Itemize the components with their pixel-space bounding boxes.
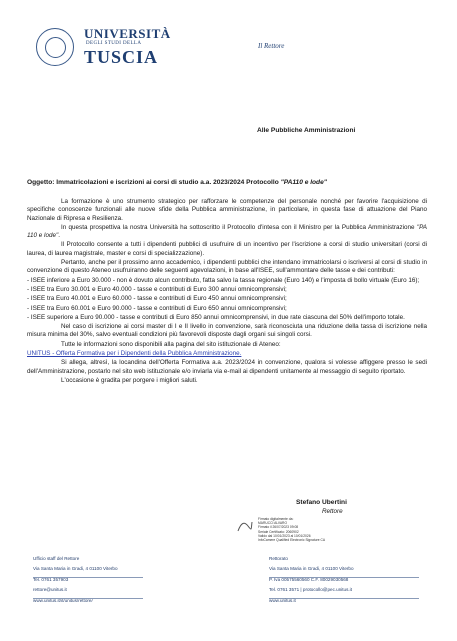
university-name-line1: UNIVERSITÀ — [84, 26, 171, 41]
link-line — [27, 350, 427, 358]
offerta-formativa-link[interactable]: UNITUS - Offerta Formativa per i Dipendenti della Pubblica Amministrazione. — [27, 350, 242, 358]
isee-bullet-4: - ISEE tra Euro 60.001 e Euro 90.000 - tasse e contributi di Euro 650 annui omnicomprensivi; — [27, 304, 287, 312]
footer-phone-pec: Tel. 0761 3571 | protocollo@pec.unitus.it — [269, 587, 352, 593]
footer-divider — [33, 577, 143, 578]
signatory-name: Stefano Ubertini — [296, 499, 347, 506]
footer-website[interactable]: www.unitus.it/it/unitus/rettore/ — [33, 597, 93, 603]
university-seal-logo — [36, 28, 74, 66]
footer-website[interactable]: www.unitus.it — [269, 597, 296, 603]
footer-address: Via Santa Maria in Gradi, 4 01100 Viterbo — [33, 566, 118, 572]
sig-detail: Firmato il 26/07/2023 09:08 — [258, 525, 299, 530]
university-name-line3: TUSCIA — [84, 47, 159, 67]
subject-text: Oggetto: Immatricolazioni e iscrizioni ai corsi di studio a.a. 2023/2024 Protocollo — [27, 179, 281, 186]
sig-detail: MARUCCI ALVARO — [258, 521, 288, 526]
paragraph-5: Nel caso di iscrizione ai corsi master di I e II livello in convenzione, sarà riconosciuta una riduzione della tassa di iscrizione nella misura minima del 30%, salvo eventuali condizioni più favorevoli disposte dagli organi sui singoli corsi. — [27, 323, 427, 339]
isee-bullet-2: - ISEE tra Euro 30.001 e Euro 40.000 - tasse e contributi di Euro 300 annui omnicomprensivi; — [27, 285, 287, 293]
footer-phone: Tel. 0761 357903 — [33, 576, 69, 582]
signatory-role: Rettore — [322, 508, 343, 515]
recipient: Alle Pubbliche Amministrazioni — [257, 127, 356, 134]
footer-address: Via Santa Maria in Gradi, 4 01100 Viterbo — [269, 566, 354, 572]
university-name-line2: DEGLI STUDI DELLA — [86, 41, 142, 46]
subject-line — [27, 179, 327, 186]
sig-detail: Seriale Certificato: 2060902 — [258, 529, 299, 534]
footer-divider — [33, 598, 143, 599]
digital-signature-details — [258, 517, 325, 542]
footer-office: Rettorato — [269, 556, 288, 561]
isee-bullet-1: - ISEE inferiore a Euro 30.000 - non è dovuto alcun contributo, fatta salvo la tassa regionale (Euro 140) e l'imposta di bollo virtuale (Euro 16); — [27, 276, 420, 284]
paragraph-2 — [27, 224, 427, 241]
isee-bullet-5: - ISEE superiore a Euro 90.000 - tasse e contributi di Euro 850 annui omnicomprensivi, in due rate ciascuna del 50% dell'importo totale. — [27, 313, 405, 321]
digital-signature-icon — [236, 518, 254, 534]
paragraph-7: Si allega, altresì, la locandina dell'Offerta Formativa a.a. 2023/2024 in convenzione, qualora si volesse affiggere presso le sedi dell'Amministrazione, postarlo nel sito web istituzionale e/o inviarla via e-mail ai dipendenti unitamente al messaggio di seguito riportato. — [27, 359, 427, 375]
office-header: Il Rettore — [258, 42, 285, 50]
footer-tax-ids: P. Iva 00575560560 C.F. 80029030568 — [269, 576, 349, 582]
sig-detail: InfoCamere Qualified Electronic Signature CA — [258, 538, 326, 543]
footer-right — [269, 554, 354, 606]
paragraph-2-emphasis: "PA 110 e lode" — [27, 223, 427, 240]
paragraph-6: Tutte le informazioni sono disponibili alla pagina del sito istituzionale di Ateneo: — [61, 340, 281, 348]
paragraph-2-end: . — [58, 232, 60, 240]
sig-detail: Valido dal 10/01/2023 al 10/01/2026 — [258, 533, 311, 538]
paragraph-4: Pertanto, anche per il prossimo anno accademico, i dipendenti pubblici che intendano immatricolarsi o iscriversi al corsi di studio in convenzione di questo Ateneo usufruiranno delle seguenti agevolazioni, in base all'ISEE, sull'ammontare delle tasse e dei contributi: — [27, 259, 427, 275]
subject-emphasis: "PA110 e lode" — [280, 179, 327, 186]
footer-office: Ufficio staff del Rettore — [33, 556, 80, 561]
paragraph-1: La formazione è uno strumento strategico per rafforzare le competenze del personale nonché per favorire l'acquisizione di specifiche conoscenze funzionali alle nuove sfide della Pubblica amministrazione, in particolare, in questa fase di attuazione del Piano Nazionale di Ripresa e Resilienza. — [27, 198, 427, 222]
isee-bullet-3: - ISEE tra Euro 40.001 e Euro 60.000 - tasse e contributi di Euro 450 annui omnicomprensivi; — [27, 295, 287, 303]
letter-body — [27, 198, 427, 386]
paragraph-3: Il Protocollo consente a tutti i dipendenti pubblici di usufruire di un incentivo per l'iscrizione a corsi di studio universitari (corsi di laurea, di laurea magistrale, master e corsi di specializzazione). — [27, 241, 427, 257]
paragraph-2-text: In questa prospettiva la nostra Università ha sottoscritto il Protocollo d'intesa con il Ministro per la Pubblica Amministrazione — [61, 223, 417, 231]
sig-detail: Firmato digitalmente da: — [258, 517, 294, 521]
footer-email[interactable]: rettore@unitus.it — [33, 587, 67, 593]
closing-line: L'occasione è gradita per porgere i migliori saluti. — [61, 376, 198, 384]
